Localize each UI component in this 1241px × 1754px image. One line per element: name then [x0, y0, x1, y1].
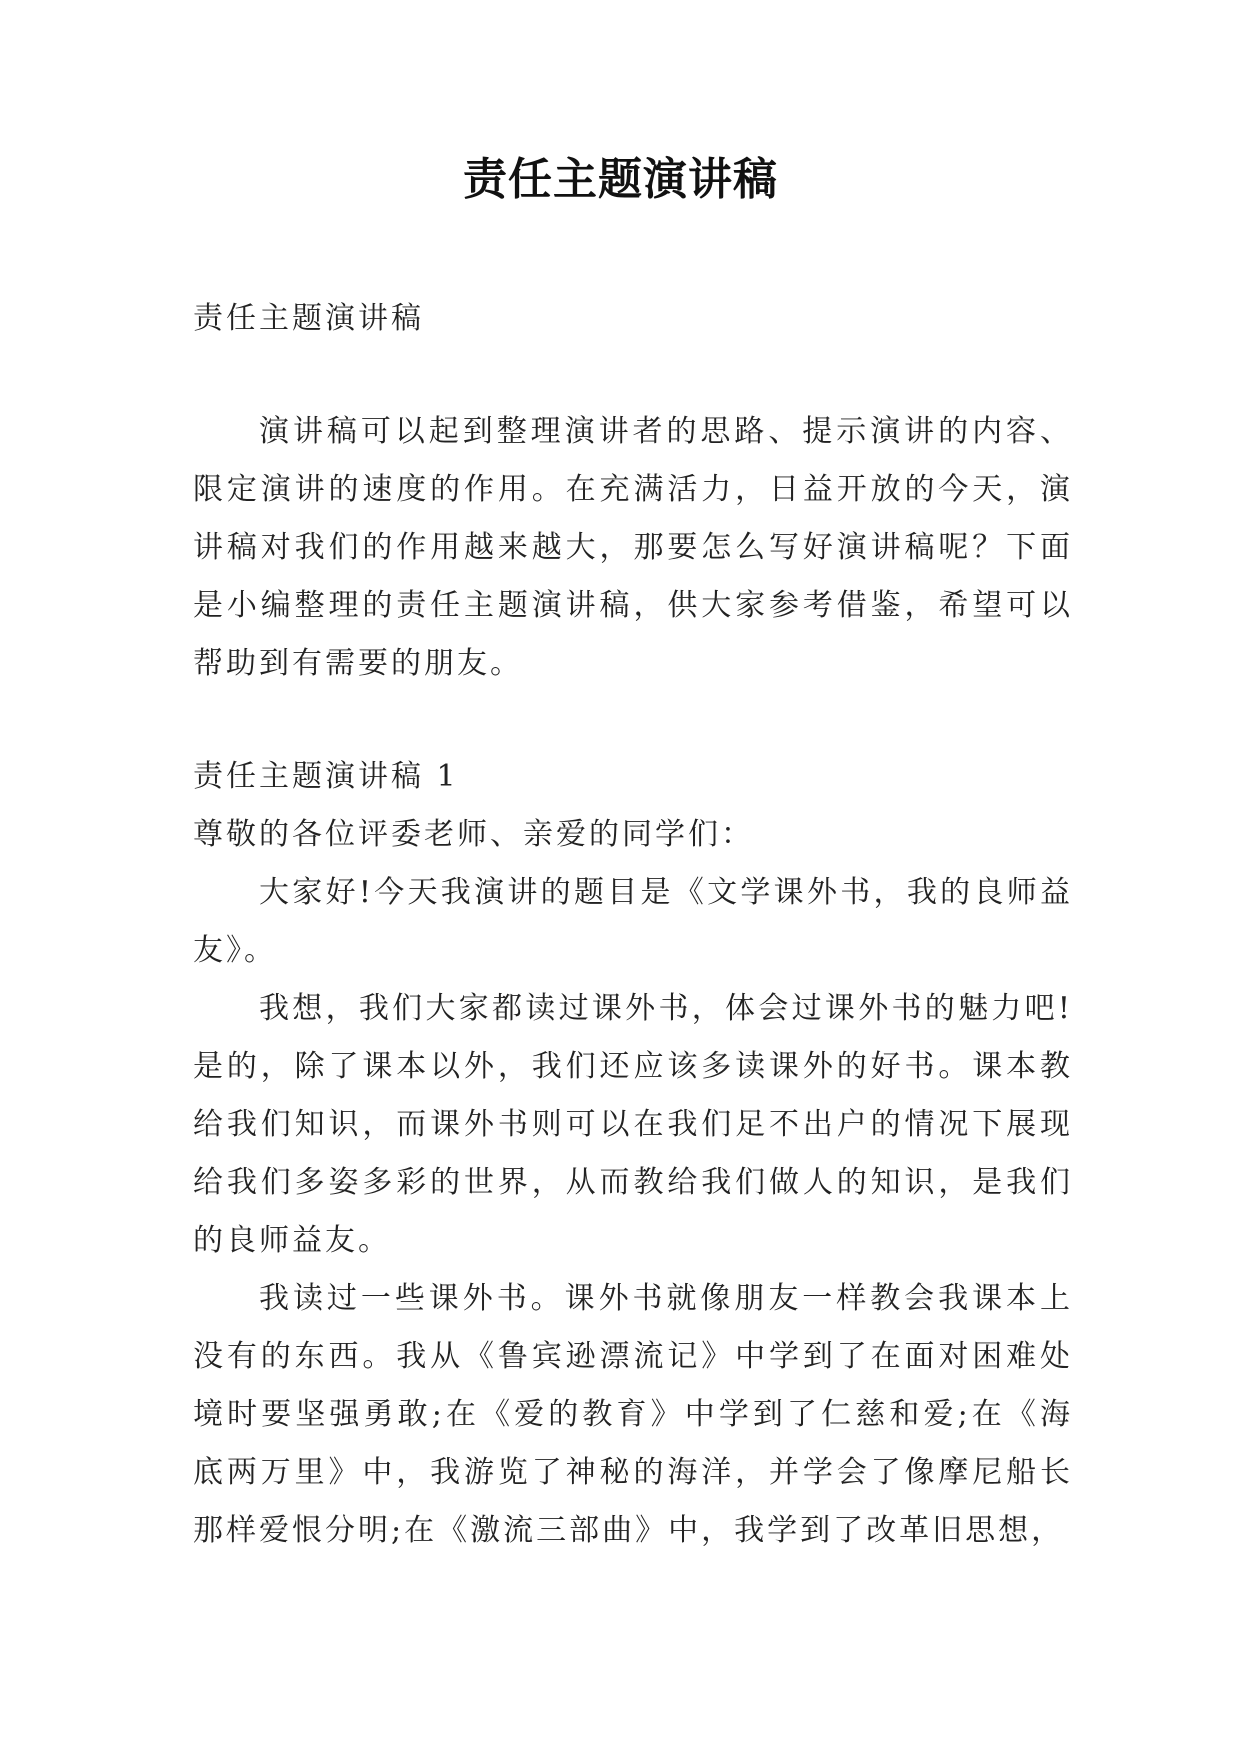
document-title: 责任主题演讲稿	[463, 154, 778, 205]
body-paragraph: 我读过一些课外书。课外书就像朋友一样教会我课本上没有的东西。我从《鲁宾逊漂流记》中学到了在面对困难处境时要坚强勇敢;在《爱的教育》中学到了仁慈和爱;在《海底两万里》中，我游览了神秘的海洋，并学会了像摩尼船长那样爱恨分明;在《激流三部曲》中，我学到了改革旧思想，	[193, 1281, 1073, 1548]
body-paragraph: 大家好!今天我演讲的题目是《文学课外书，我的良师益友》。	[193, 875, 1073, 968]
spacer	[193, 348, 1073, 403]
document-body	[193, 290, 1073, 1560]
spacer	[193, 693, 1073, 748]
salutation: 尊敬的各位评委老师、亲爱的同学们：	[193, 817, 754, 852]
section-title: 责任主题演讲稿 1	[193, 759, 459, 794]
intro-paragraph: 演讲稿可以起到整理演讲者的思路、提示演讲的内容、限定演讲的速度的作用。在充满活力，日益开放的今天，演讲稿对我们的作用越来越大，那要怎么写好演讲稿呢？下面是小编整理的责任主题演讲稿，供大家参考借鉴，希望可以帮助到有需要的朋友。	[193, 414, 1073, 681]
subtitle: 责任主题演讲稿	[193, 301, 424, 336]
body-paragraph: 我想，我们大家都读过课外书，体会过课外书的魅力吧!是的，除了课本以外，我们还应该多读课外的好书。课本教给我们知识，而课外书则可以在我们足不出户的情况下展现给我们多姿多彩的世界，从而教给我们做人的知识，是我们的良师益友。	[193, 991, 1073, 1258]
